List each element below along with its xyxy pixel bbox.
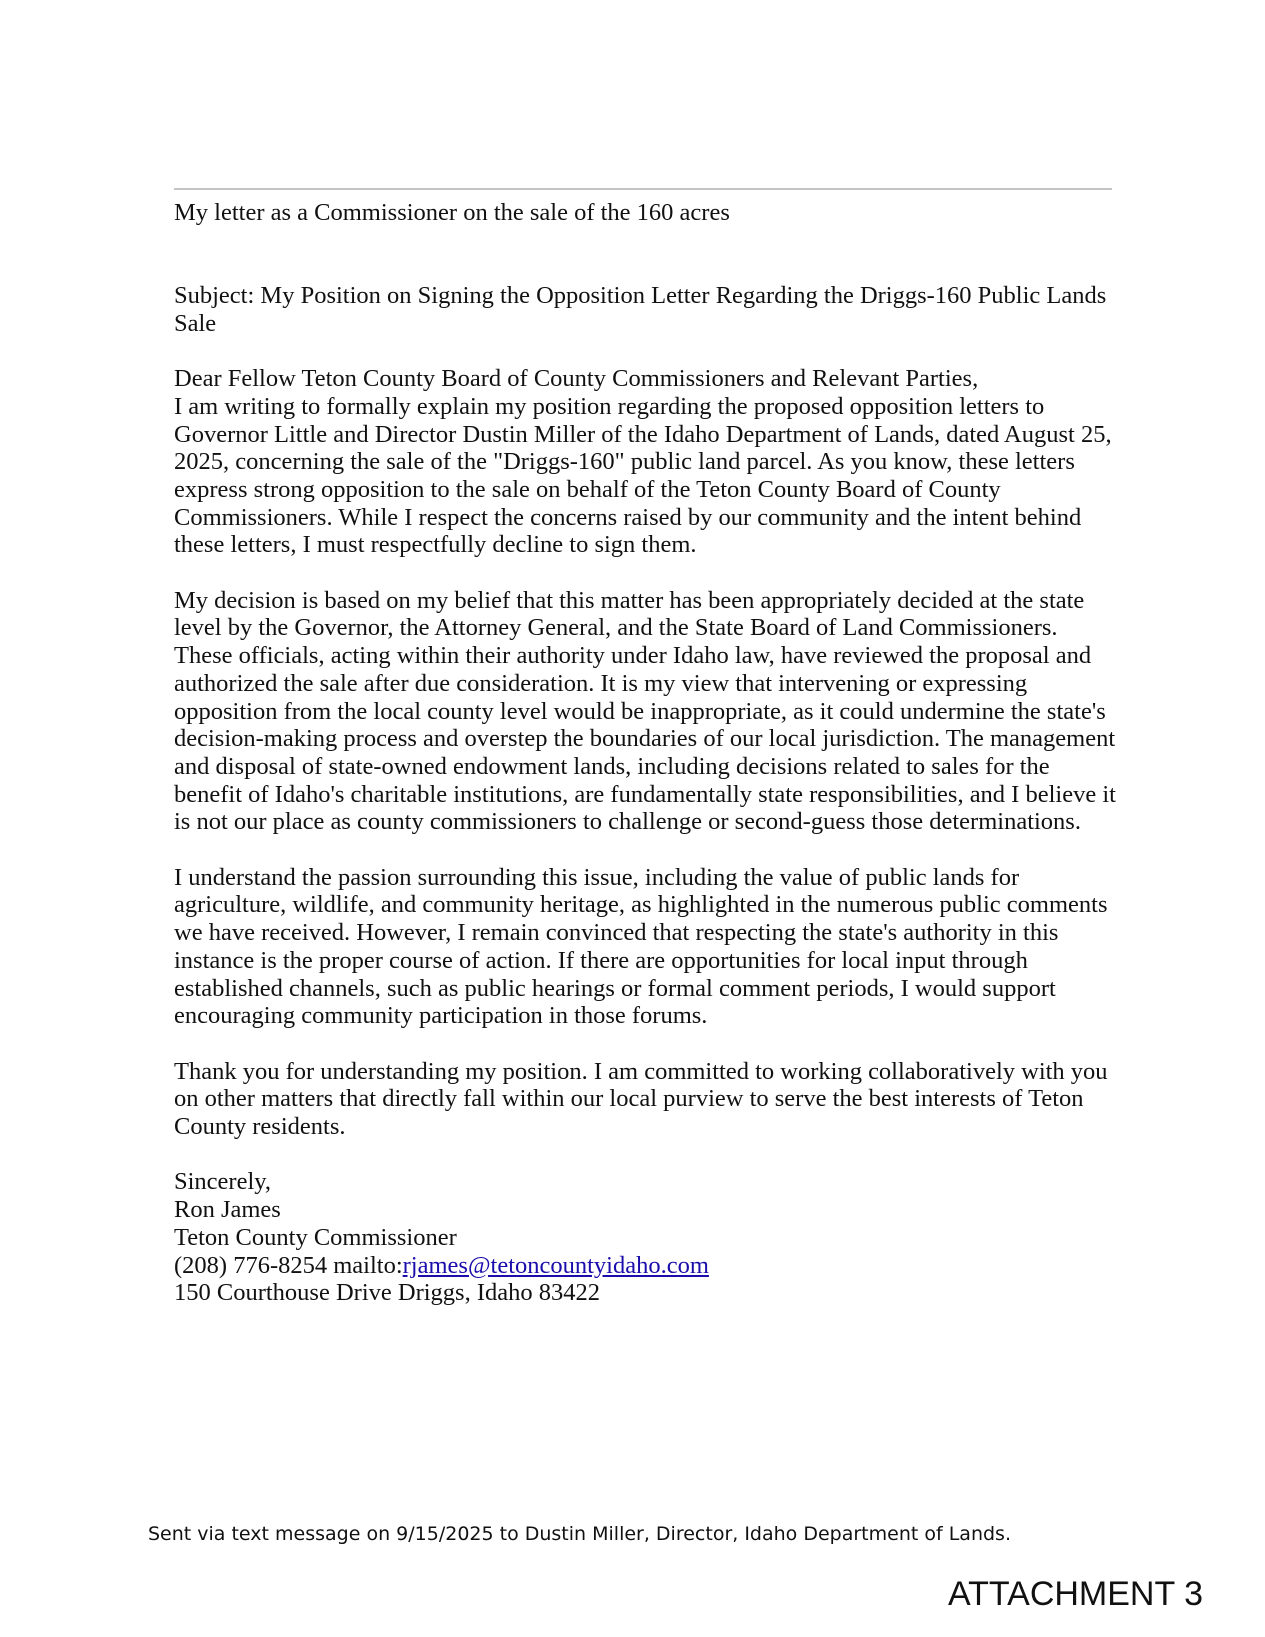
header-divider: [174, 188, 1112, 190]
signature-closing: Sincerely,: [174, 1168, 272, 1196]
letter-paragraph-2: My decision is based on my belief that this matter has been appropriately decided at the state level by the Governor, the Attorney General, and the State Board of Land Commissioners. These officials, acting within their authority under Idaho law, have reviewed the proposal and authorized the sale after due consideration. It is my view that intervening or expressing opposition from the local county level would be inappropriate, as it could undermine the state's decision-making process and overstep the boundaries of our local jurisdiction. The management and disposal of state-owned endowment lands, including decisions related to sales for the benefit of Idaho's charitable institutions, are fundamentally state responsibilities, and I believe it is not our place as county commissioners to challenge or second-guess those determinations.: [174, 586, 1116, 836]
attachment-label: ATTACHMENT 3: [947, 1575, 1203, 1613]
signature-phone: (208) 776-8254 mailto:: [174, 1251, 403, 1279]
letter-paragraph-4: Thank you for understanding my position. I am committed to working collaboratively with you on other matters that directly fall within our local purview to serve the best interests of Teton County residents.: [174, 1057, 1108, 1141]
letter-body: [174, 282, 1119, 1307]
page-heading: My letter as a Commissioner on the sale of the 160 acres: [174, 199, 730, 226]
letter-paragraph-1: I am writing to formally explain my position regarding the proposed opposition letters to Governor Little and Director Dustin Miller of the Idaho Department of Lands, dated August 25, 2025, concerning the sale of the "Driggs-160" public land parcel. As you know, these letters express strong opposition to the sale on behalf of the Teton County Board of County Commissioners. While I respect the concerns raised by our community and the intent behind these letters, I must respectfully decline to sign them.: [174, 392, 1112, 559]
letter-subject: Subject: My Position on Signing the Opposition Letter Regarding the Driggs-160 Public Lands Sale: [174, 282, 1107, 337]
footer-note: Sent via text message on 9/15/2025 to Dustin Miller, Director, Idaho Department of Lands.: [148, 1523, 1011, 1545]
signature-address: 150 Courthouse Drive Driggs, Idaho 83422: [174, 1279, 600, 1307]
signature-contact: [174, 1252, 1119, 1280]
email-link[interactable]: rjames@tetoncountyidaho.com: [402, 1251, 709, 1279]
letter-paragraph-3: I understand the passion surrounding this issue, including the value of public lands for agriculture, wildlife, and community heritage, as highlighted in the numerous public comments we have received. However, I remain convinced that respecting the state's authority in this instance is the proper course of action. If there are opportunities for local input through established channels, such as public hearings or formal comment periods, I would support encouraging community participation in those forums.: [174, 863, 1108, 1030]
signature-block: [174, 1168, 1119, 1307]
signature-name: Ron James: [174, 1196, 281, 1224]
signature-title: Teton County Commissioner: [174, 1223, 457, 1251]
letter-salutation: Dear Fellow Teton County Board of County Commissioners and Relevant Parties,: [174, 365, 979, 393]
